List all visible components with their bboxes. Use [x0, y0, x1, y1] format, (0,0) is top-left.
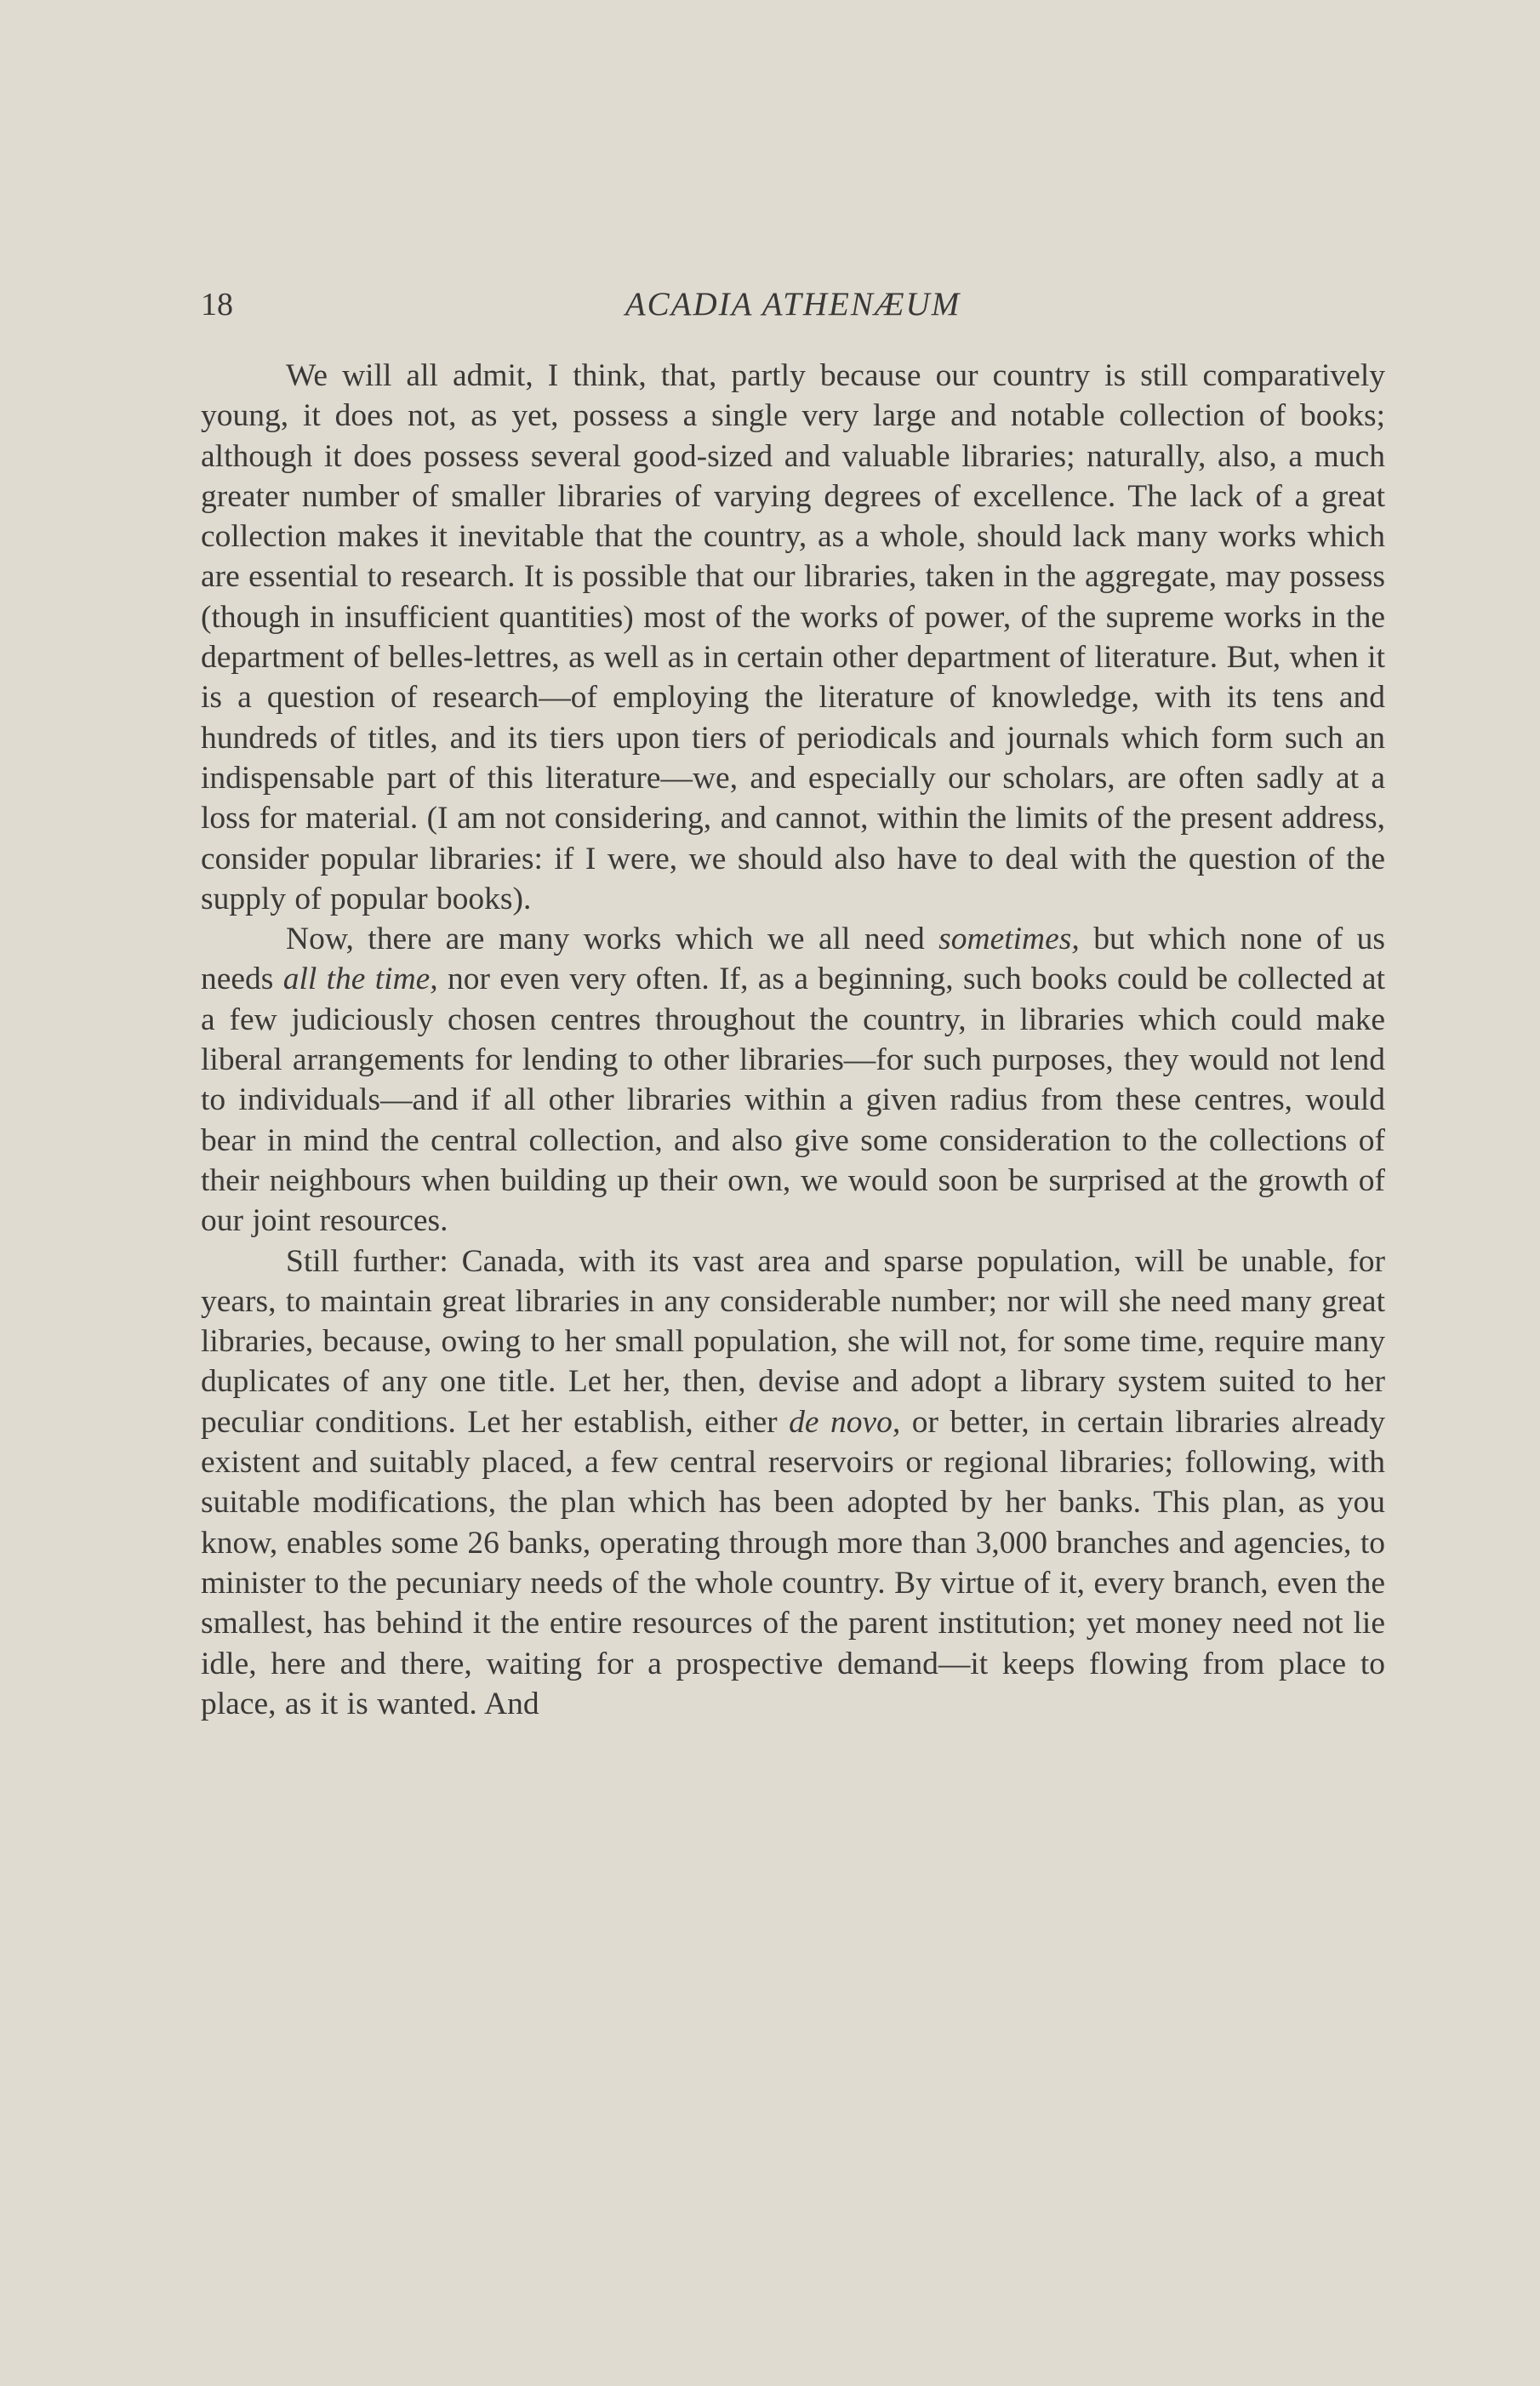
- paragraph-text: Still further: Canada, with its vast area and sparse population, will be unable, for years, to maintain great libraries in any considerable number; nor will she need many great libraries, because, owing to her small population, she will not, for some time, require many duplicates of any one title. Let her, then, devise and adopt a library system suited to her peculiar conditions. Let her establish, either: [201, 1243, 1385, 1440]
- paragraph-text: Now, there are many works which we all need: [286, 922, 939, 957]
- paragraph-text: We will all admit, I think, that, partly because our country is still comparatively young, it does not, as yet, possess a single very large and notable collection of books; although it does possess several good-sized and valuable libraries; naturally, also, a much greater number of smaller libraries of varying degrees of excellence. The lack of a great collection makes it inevitable that the country, as a whole, should lack many works which are essential to research. It is possible that our libraries, taken in the aggregate, may possess (though in insufficient quantities) most of the works of power, of the supreme works in the department of belles-lettres, as well as in certain other department of literature. But, when it is a question of research—of employing the literature of knowledge, with its tens and hundreds of titles, and its tiers upon tiers of periodicals and journals which form such an indispensable part of this literature—we, and especially our scholars, are often sadly at a loss for material. (I am not considering, and cannot, within the limits of the present address, consider popular libraries: if I were, we should also have to deal with the question of the supply of popular books).: [201, 358, 1385, 916]
- running-title: ACADIA ATHENÆUM: [625, 286, 961, 323]
- paragraph: [201, 1242, 1385, 1725]
- italic-phrase: all the time,: [282, 962, 438, 997]
- paragraph: [201, 356, 1385, 919]
- paragraph: [201, 919, 1385, 1241]
- paragraph-text: but which none of us needs: [201, 922, 1385, 997]
- body-text: [201, 356, 1385, 1724]
- page-number: 18: [201, 287, 233, 323]
- italic-phrase: sometimes,: [938, 922, 1080, 957]
- paragraph-text: or better, in certain libraries already existent and suitably placed, a few central reservoirs or regional libraries; following, with suitable modifications, the plan which has been adopted by her banks. This plan, as you know, enables some 26 banks, operating through more than 3,000 branches and agencies, to minister to the pecuniary needs of the whole country. By virtue of it, every branch, even the smallest, has behind it the entire resources of the parent institution; yet money need not lie idle, here and there, waiting for a prospective demand—it keeps flowing from place to place, as it is wanted. And: [201, 1404, 1385, 1721]
- page-header: [201, 279, 1385, 330]
- paragraph-text: nor even very often. If, as a beginning, such books could be collected at a few judiciously chosen centres throughout the country, in libraries which could make liberal arrangements for lending to other libraries—for such purposes, they would not lend to individuals—and if all other libraries within a given radius from these centres, would bear in mind the central collection, and also give some consideration to the collections of their neighbours when building up their own, we would soon be surprised at the growth of our joint resources.: [201, 962, 1385, 1239]
- italic-phrase: de novo,: [789, 1404, 901, 1440]
